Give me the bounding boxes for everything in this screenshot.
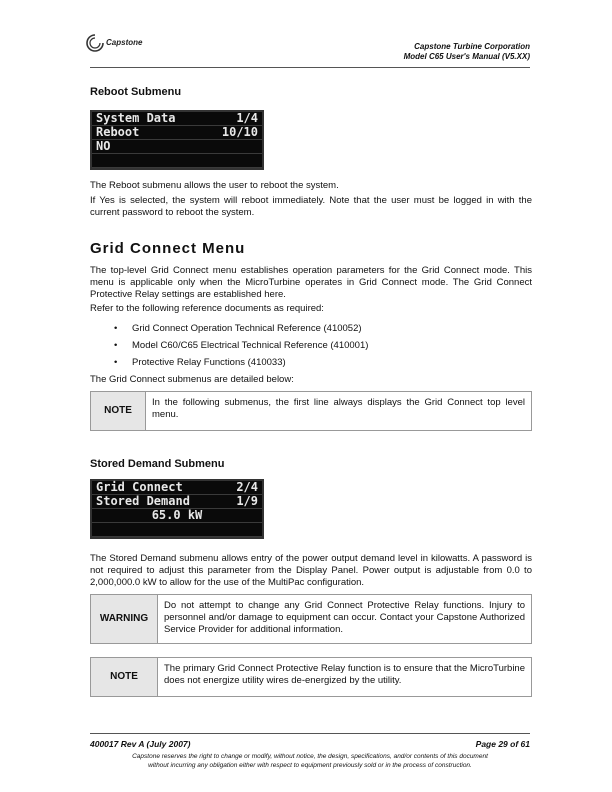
stored-demand-heading: Stored Demand Submenu xyxy=(90,458,225,470)
stored-demand-para: The Stored Demand submenu allows entry of the power output demand level in kilowatts. A password is not required to adjust this parameter from the Display Panel. Power output is adjustable from 0.0 to 2,000,000.0 kW to allow for the use of the MultiPac configuration. xyxy=(90,553,532,588)
page-number: Page 29 of 61 xyxy=(475,739,530,749)
warning-label: WARNING xyxy=(91,595,158,643)
lcd-row xyxy=(92,154,262,168)
warning-text: Do not attempt to change any Grid Connect Protective Relay functions. Injury to personnel and/or damage to equipment can occur. Contact your Capstone Authorized Service Provider for additional information. xyxy=(164,600,525,635)
reboot-heading: Reboot Submenu xyxy=(90,86,182,98)
lcd-row: Grid Connect 2/4 xyxy=(92,481,262,495)
header-divider xyxy=(90,67,530,68)
note-text: In the following submenus, the first line always displays the Grid Connect top level menu. xyxy=(152,397,525,420)
list-item: • Grid Connect Operation Technical Reference (410052) xyxy=(118,320,368,337)
company-logo xyxy=(92,38,142,47)
reboot-para-2: If Yes is selected, the system will reboot immediately. Note that the user must be logged in with the current password to reboot the system. xyxy=(90,195,532,218)
company-name: Capstone Turbine Corporation xyxy=(414,42,530,51)
reboot-lcd-display xyxy=(90,110,264,170)
manual-title: Model C65 User's Manual (V5.XX) xyxy=(403,52,530,61)
footer-disclaimer: Capstone reserves the right to change or modify, without notice, the design, specifications, and/or contents of this document without incurring any obligation either with respect to equipment previously sold or in the process of construction. xyxy=(132,753,488,769)
header-info xyxy=(404,42,530,62)
note-text: The primary Grid Connect Protective Relay function is to ensure that the MicroTurbine does not energize utility wires de-energized by the utility. xyxy=(164,663,525,686)
lcd-row: System Data 1/4 xyxy=(92,112,262,126)
stored-demand-lcd-display xyxy=(90,479,264,539)
lcd-row: NO xyxy=(92,140,262,154)
grid-detailed: The Grid Connect submenus are detailed below: xyxy=(90,374,294,385)
grid-intro: The top-level Grid Connect menu establishes operation parameters for the Grid Connect mode. This menu is applicable only when the MicroTurbine operates in Grid Connect mode. The Grid Connect Protective Relay settings are established here. xyxy=(90,265,532,300)
logo-text: Capstone xyxy=(106,38,143,47)
note-callout-2 xyxy=(90,657,532,697)
note-label: NOTE xyxy=(91,658,158,696)
reboot-para-1: The Reboot submenu allows the user to reboot the system. xyxy=(90,180,339,191)
reference-list xyxy=(108,320,368,371)
warning-callout xyxy=(90,594,532,644)
grid-refer: Refer to the following reference documents as required: xyxy=(90,303,324,314)
lcd-row: Reboot 10/10 xyxy=(92,126,262,140)
lcd-row: 65.0 kW xyxy=(92,509,262,523)
list-item: • Model C60/C65 Electrical Technical Reference (410001) xyxy=(118,337,368,354)
list-item: • Protective Relay Functions (410033) xyxy=(118,354,368,371)
document-revision: 400017 Rev A (July 2007) xyxy=(90,739,191,749)
grid-connect-heading: Grid Connect Menu xyxy=(90,240,246,257)
lcd-row xyxy=(92,523,262,537)
lcd-row: Stored Demand 1/9 xyxy=(92,495,262,509)
note-label: NOTE xyxy=(91,392,146,430)
note-callout xyxy=(90,391,532,431)
footer-divider xyxy=(90,733,530,734)
capstone-swirl-icon xyxy=(86,34,104,52)
